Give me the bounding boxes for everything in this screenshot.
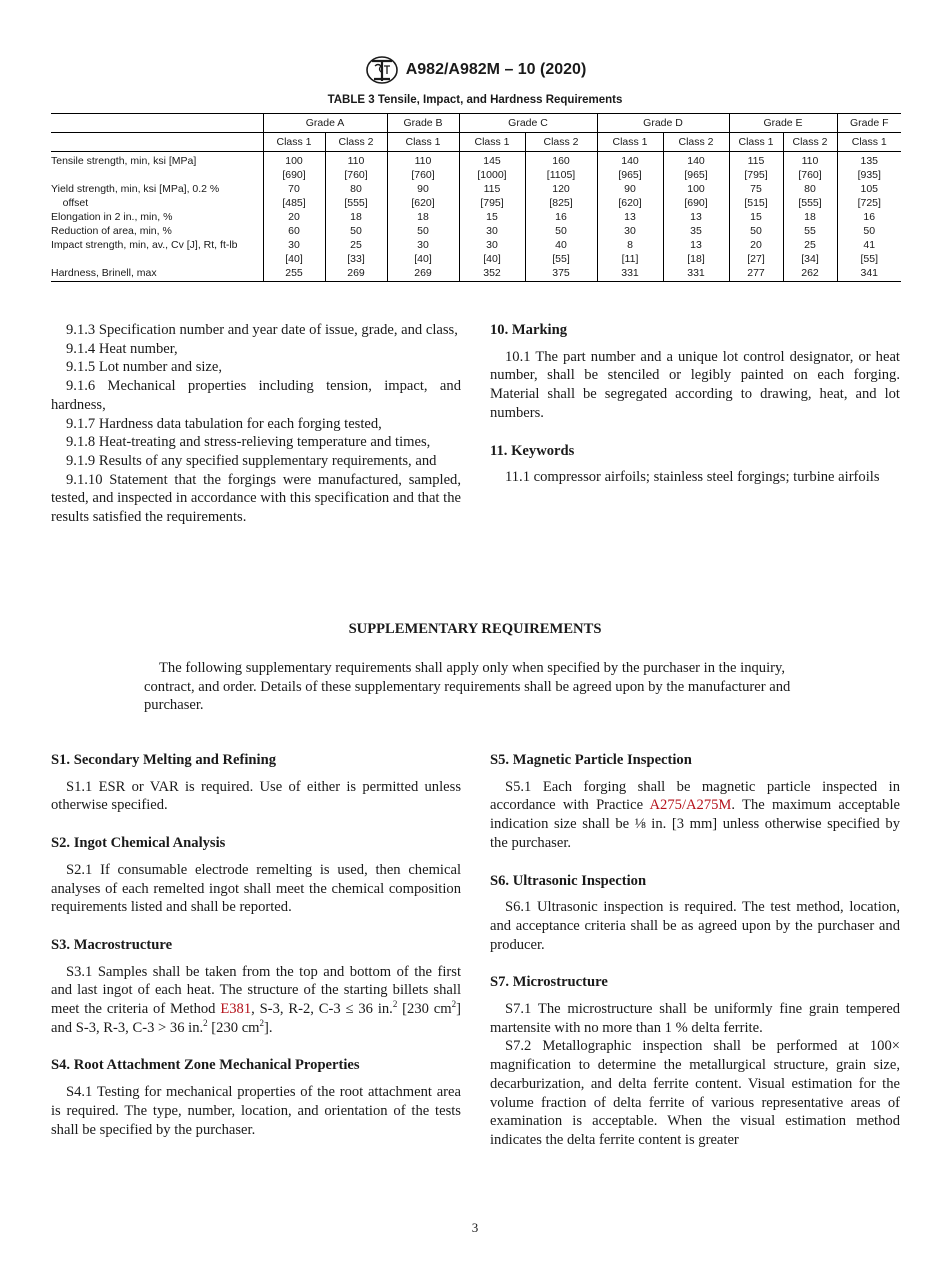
e381-link[interactable]: E381 — [220, 1001, 252, 1018]
grade-header: Grade A — [263, 114, 387, 133]
table-row — [51, 210, 901, 224]
table-cell: 70 [485] — [263, 182, 325, 210]
table-cell: 40 [55] — [525, 238, 597, 266]
class-header: Class 1 — [263, 133, 325, 152]
table-cell: 115 [795] — [729, 152, 783, 183]
marking-paragraph: 10.1 The part number and a unique lot control designator, or heat number, shall be stenciled or legibly painted on each forging. Material shall be segregated according to drawing, heat, and lot numbers. — [490, 348, 900, 421]
table-cell: 13 — [663, 210, 729, 224]
s2-paragraph: S2.1 If consumable electrode remelting is used, then chemical analyses of each remelted ingot shall meet the chemical composition requirements listed and shall be reported. — [51, 861, 461, 916]
table-cell: 13 [18] — [663, 238, 729, 266]
s3-paragraph — [51, 963, 461, 1038]
class-header-row — [51, 133, 901, 152]
table-cell: 140 [965] — [663, 152, 729, 183]
table-cell: 262 — [783, 266, 837, 282]
supplementary-intro — [144, 659, 808, 715]
table-cell: 341 — [837, 266, 901, 282]
table-cell: 18 — [387, 210, 459, 224]
table-cell: 18 — [325, 210, 387, 224]
class-header: Class 2 — [663, 133, 729, 152]
table-cell: 8 [11] — [597, 238, 663, 266]
table-cell: 120 [825] — [525, 182, 597, 210]
section-heading-s4: S4. Root Attachment Zone Mechanical Properties — [51, 1057, 360, 1074]
supplementary-intro-text: The following supplementary requirements shall apply only when specified by the purchaser in the inquiry, contract, and order. Details of these supplementary requirements shall be agreed upon by the manufacturer and purchaser. — [144, 660, 791, 714]
table-cell: 55 — [783, 224, 837, 238]
s7-paragraph-2: S7.2 Metallographic inspection shall be performed at 100× magnification to determine the metallurgical structure, grain size, decarburization, and delta ferrite content. Visual estimation for the volume fraction of delta ferrite of various representative areas of examination is acceptable. When the visual estimation method indicates the delta ferrite content is greater — [490, 1038, 900, 1148]
table-cell: 100 [690] — [263, 152, 325, 183]
table-cell: 25 [33] — [325, 238, 387, 266]
list-item: 9.1.3 Specification number and year date of issue, grade, and class, — [66, 322, 458, 338]
table-cell: 331 — [663, 266, 729, 282]
table-cell: 16 — [525, 210, 597, 224]
grade-header: Grade D — [597, 114, 729, 133]
section-heading-s1: S1. Secondary Melting and Refining — [51, 752, 277, 768]
table-cell: 110 [760] — [387, 152, 459, 183]
left-column — [51, 321, 461, 527]
section-heading-keywords: 11. Keywords — [490, 442, 575, 459]
grade-header: Grade C — [459, 114, 597, 133]
table-cell: 100 [690] — [663, 182, 729, 210]
supplementary-left-column — [51, 751, 461, 1139]
astm-logo — [364, 55, 400, 85]
page-number: 3 — [471, 1220, 479, 1235]
table-cell: 105 [725] — [837, 182, 901, 210]
class-header: Class 2 — [325, 133, 387, 152]
list-item: 9.1.6 Mechanical properties including tension, impact, and hardness, — [51, 378, 461, 413]
property-label: Elongation in 2 in., min, % — [51, 211, 173, 223]
table-cell: 16 — [837, 210, 901, 224]
table-cell: 80 [555] — [325, 182, 387, 210]
table-cell: 30 — [459, 224, 525, 238]
list-item: 9.1.10 Statement that the forgings were manufactured, sampled, tested, and inspected in accordance with this specification and that the results satisfied the requirements. — [51, 471, 461, 526]
table-cell: 50 — [325, 224, 387, 238]
table-cell: 75 [515] — [729, 182, 783, 210]
list-item: 9.1.8 Heat-treating and stress-relieving temperature and times, — [66, 434, 431, 451]
table-cell: 50 — [525, 224, 597, 238]
table-cell: 35 — [663, 224, 729, 238]
table-cell: 18 — [783, 210, 837, 224]
table-cell: 115 [795] — [459, 182, 525, 210]
s1-paragraph: S1.1 ESR or VAR is required. Use of either is permitted unless otherwise specified. — [51, 778, 461, 814]
table-cell: 41 [55] — [837, 238, 901, 266]
a275-link[interactable]: A275/A275M — [649, 797, 732, 814]
s5-text: S5.1 Each forging shall be magnetic particle inspected in accordance with Practice — [490, 778, 900, 814]
table-cell: 60 — [263, 224, 325, 238]
property-label: Tensile strength, min, ksi [MPa] — [51, 155, 197, 167]
class-header: Class 1 — [837, 133, 901, 152]
class-header: Class 2 — [525, 133, 597, 152]
table-cell: 15 — [459, 210, 525, 224]
supplementary-title: SUPPLEMENTARY REQUIREMENTS — [348, 621, 602, 637]
table-cell: 30 [40] — [263, 238, 325, 266]
right-column — [490, 321, 900, 487]
grade-header-row — [51, 114, 901, 133]
grade-header: Grade E — [729, 114, 837, 133]
property-label: Hardness, Brinell, max — [51, 266, 263, 282]
table-cell: 30 — [597, 224, 663, 238]
table-cell: 375 — [525, 266, 597, 282]
table-cell: 110 [760] — [325, 152, 387, 183]
table-cell: 30 [40] — [387, 238, 459, 266]
s3-text: ] and S-3, R-3, C-3 > 36 in. — [51, 1001, 461, 1036]
superscript: 2 — [203, 1017, 208, 1028]
keywords-paragraph: 11.1 compressor airfoils; stainless steel forgings; turbine airfoils — [505, 469, 880, 486]
supplementary-right-column — [490, 751, 900, 1150]
list-item: 9.1.9 Results of any specified supplementary requirements, and — [66, 452, 437, 469]
table-cell: 135 [935] — [837, 152, 901, 183]
s3-text: S3.1 Samples shall be taken from the top and bottom of the first and last ingot of each heat. The structure of the starting billets shall meet the criteria of Method — [51, 963, 461, 1018]
table-cell: 90 [620] — [597, 182, 663, 210]
s6-paragraph: S6.1 Ultrasonic inspection is required. The test method, location, and acceptance criteria shall be as agreed upon by the purchaser and producer. — [490, 899, 900, 953]
s5-text: . The maximum acceptable indication size shall be ⅛ in. [3 mm] unless otherwise specified by the purchaser. — [490, 797, 900, 851]
s3-text: [230 cm — [207, 1019, 260, 1036]
table-cell: 13 — [597, 210, 663, 224]
table-row — [51, 238, 901, 266]
table-cell: 25 [34] — [783, 238, 837, 266]
list-item: 9.1.4 Heat number, — [66, 340, 178, 357]
superscript: 2 — [392, 999, 398, 1010]
class-header: Class 1 — [387, 133, 459, 152]
property-label: Impact strength, min, av., Cv [J], Rt, ft-lb — [51, 239, 238, 251]
list-item: 9.1.7 Hardness data tabulation for each forging tested, — [66, 415, 382, 432]
s4-paragraph: S4.1 Testing for mechanical properties of the root attachment area is required. The type, number, location, and orientation of the tests shall be specified by the purchaser. — [51, 1084, 461, 1138]
table-cell: 110 [760] — [783, 152, 837, 183]
section-heading-s3: S3. Macrostructure — [51, 936, 173, 953]
grade-header: Grade F — [837, 114, 901, 133]
requirements-table — [51, 113, 901, 282]
section-heading-s5: S5. Magnetic Particle Inspection — [490, 752, 692, 768]
section-heading-s2: S2. Ingot Chemical Analysis — [51, 835, 226, 852]
table-cell: 140 [965] — [597, 152, 663, 183]
table-cell: 15 — [729, 210, 783, 224]
page-header — [0, 55, 950, 85]
table-cell: 50 — [837, 224, 901, 238]
table-cell: 30 [40] — [459, 238, 525, 266]
table-cell: 277 — [729, 266, 783, 282]
table-cell: 255 — [263, 266, 325, 282]
section-heading-marking: 10. Marking — [490, 322, 568, 338]
table-cell: 50 — [387, 224, 459, 238]
table-cell: 20 [27] — [729, 238, 783, 266]
superscript: 2 — [451, 999, 457, 1010]
table-row — [51, 224, 901, 238]
table-cell: 90 [620] — [387, 182, 459, 210]
list-item: 9.1.5 Lot number and size, — [66, 359, 223, 376]
grade-header: Grade B — [387, 114, 459, 133]
table-cell: 160 [1105] — [525, 152, 597, 183]
table-row — [51, 266, 901, 282]
class-header: Class 1 — [459, 133, 525, 152]
class-header: Class 2 — [783, 133, 837, 152]
table-cell: 20 — [263, 210, 325, 224]
s3-text: , S-3, R-2, C-3 ≤ 36 in. — [251, 1001, 393, 1018]
class-header: Class 1 — [729, 133, 783, 152]
class-header: Class 1 — [597, 133, 663, 152]
s3-text: ]. — [264, 1019, 273, 1036]
table-row — [51, 182, 901, 210]
s7-paragraph-1: S7.1 The microstructure shall be uniformly fine grain tempered martensite with no more than 1 % delta ferrite. — [490, 1001, 900, 1036]
table-cell: 80 [555] — [783, 182, 837, 210]
table-cell: 269 — [387, 266, 459, 282]
table-caption: TABLE 3 Tensile, Impact, and Hardness Requirements — [327, 94, 623, 106]
s5-paragraph — [490, 778, 900, 853]
s3-text: [230 cm — [397, 1001, 452, 1018]
document-designation: A982/A982M – 10 (2020) — [405, 61, 587, 78]
table-row — [51, 152, 901, 183]
table-cell: 352 — [459, 266, 525, 282]
table-cell: 145 [1000] — [459, 152, 525, 183]
property-label: Reduction of area, min, % — [51, 225, 172, 237]
table-cell: 269 — [325, 266, 387, 282]
superscript: 2 — [259, 1017, 265, 1028]
table-cell: 331 — [597, 266, 663, 282]
section-heading-s7: S7. Microstructure — [490, 974, 608, 991]
table-cell: 50 — [729, 224, 783, 238]
section-heading-s6: S6. Ultrasonic Inspection — [490, 872, 647, 889]
property-label: Yield strength, min, ksi [MPa], 0.2 % offset — [51, 183, 220, 209]
